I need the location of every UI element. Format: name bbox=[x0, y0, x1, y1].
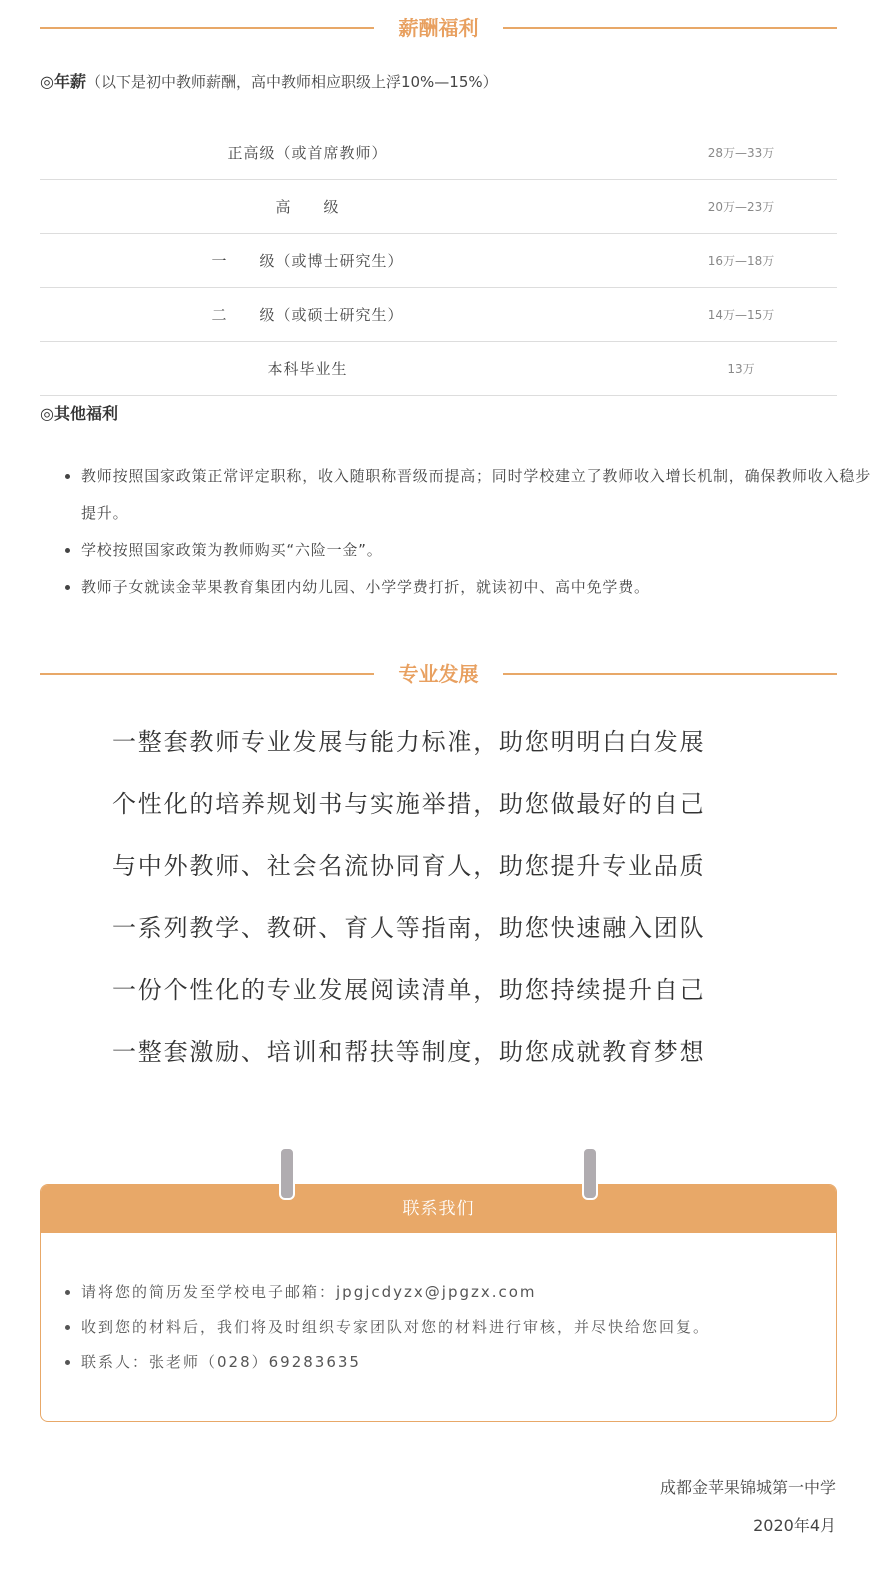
contact-title: 联系我们 bbox=[41, 1185, 836, 1233]
list-item: • 学校按照国家政策为教师购买“六险一金”。 bbox=[81, 532, 872, 569]
table-row bbox=[40, 180, 837, 234]
contact-card bbox=[40, 1184, 837, 1422]
other-benefits-heading: ◎其他福利 bbox=[40, 404, 118, 423]
salary-level: 正高级（或首席教师） bbox=[40, 126, 575, 180]
development-item: 与中外教师、社会名流协同育人，助您提升专业品质 bbox=[112, 852, 706, 880]
footer-school: 成都金苹果锦城第一中学 bbox=[659, 1478, 836, 1497]
header-line-right bbox=[503, 673, 837, 675]
list-item: • 联系人：张老师（028）69283635 bbox=[81, 1345, 801, 1380]
salary-table bbox=[40, 126, 837, 396]
binder-ring-decoration bbox=[582, 1147, 598, 1200]
development-section-title: 专业发展 bbox=[398, 662, 479, 686]
table-row bbox=[40, 342, 837, 396]
contact-list bbox=[41, 1275, 801, 1380]
binder-ring-decoration bbox=[279, 1147, 295, 1200]
list-item: • 请将您的简历发至学校电子邮箱：jpgjcdyzx@jpgzx.com bbox=[81, 1275, 801, 1310]
salary-amount: 28万—33万 bbox=[575, 126, 837, 180]
salary-amount: 14万—15万 bbox=[575, 288, 837, 342]
table-row bbox=[40, 288, 837, 342]
annual-salary-heading bbox=[40, 70, 498, 94]
development-item: 一份个性化的专业发展阅读清单，助您持续提升自己 bbox=[112, 976, 706, 1004]
table-row bbox=[40, 234, 837, 288]
development-item: 个性化的培养规划书与实施举措，助您做最好的自己 bbox=[112, 790, 706, 818]
salary-level: 二 级（或硕士研究生） bbox=[40, 288, 575, 342]
list-item: • 收到您的材料后，我们将及时组织专家团队对您的材料进行审核，并尽快给您回复。 bbox=[81, 1310, 801, 1345]
footer-date: 2020年4月 bbox=[753, 1516, 836, 1535]
header-line-right bbox=[503, 27, 837, 29]
benefits-list bbox=[40, 458, 872, 606]
development-section-header bbox=[40, 659, 837, 689]
annual-salary-note: （以下是初中教师薪酬，高中教师相应职级上浮10%—15%） bbox=[85, 73, 498, 91]
list-item: • 教师子女就读金苹果教育集团内幼儿园、小学学费打折，就读初中、高中免学费。 bbox=[81, 569, 872, 606]
salary-section-title: 薪酬福利 bbox=[398, 16, 479, 40]
development-item: 一整套教师专业发展与能力标准，助您明明白白发展 bbox=[112, 728, 706, 756]
development-item: 一整套激励、培训和帮扶等制度，助您成就教育梦想 bbox=[112, 1038, 706, 1066]
salary-level: 本科毕业生 bbox=[40, 342, 575, 396]
salary-amount: 13万 bbox=[575, 342, 837, 396]
salary-amount: 20万—23万 bbox=[575, 180, 837, 234]
salary-amount: 16万—18万 bbox=[575, 234, 837, 288]
salary-section-header bbox=[40, 13, 837, 43]
list-item: • 教师按照国家政策正常评定职称，收入随职称晋级而提高；同时学校建立了教师收入增长机制，确保教师收入稳步提升。 bbox=[81, 458, 872, 532]
annual-salary-label: ◎年薪 bbox=[40, 72, 86, 91]
development-item: 一系列教学、教研、育人等指南，助您快速融入团队 bbox=[112, 914, 706, 942]
table-row bbox=[40, 126, 837, 180]
salary-level: 一 级（或博士研究生） bbox=[40, 234, 575, 288]
salary-level: 高 级 bbox=[40, 180, 575, 234]
